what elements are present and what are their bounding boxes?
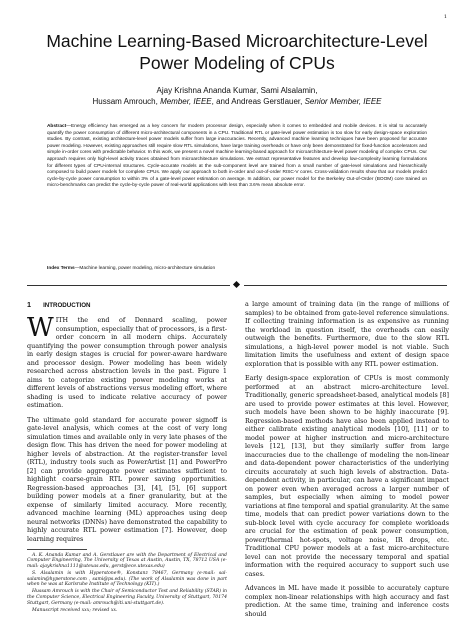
index-terms-text: —Machine learning, power modeling, micro-architecture simulation: [74, 266, 216, 271]
author-block: [24, 85, 450, 107]
abstract-text: —Energy efficiency has emerged as a key concern for modern processor design, especially when it comes to embedded and mobile devices. It is vital to accurately quantify the power consumption of different micro-architectural components in a CPU. Traditional RTL or gate-level power estimation is too slow for early design-space exploration studies. By contrast, existing architecture-level power models suffer from large inaccuracies. Recently, advanced machine learning techniques have been proposed for accurate power modeling. However, existing approaches still require slow RTL simulations, have large training overheads or have only been demonstrated for fixed-function accelerators and simple in-order cores with predictable behavior. In this work, we present a novel machine learning-based approach for microarchitecture-level power modeling of complex CPUs. Our approach requires only high-level activity traces obtained from microarchitecture simulations. We extract representative features and develop low-complexity learning formulations for different types of CPU-internal structures. Cycle-accurate models at the sub-component level are trained from a small number of gate-level simulations and hierarchically composed to build power models for complete CPUs. We apply our approach to both in-order and out-of-order RISC-V cores. Cross-validation results show that our models predict cycle-by-cycle power consumption to within 3% of a gate-level power estimation on average. In addition, our power model for the Berkeley Out-of-Order (BOOM) core trained on micro-benchmarks can predict the cycle-by-cycle power of real-world applications with less than 3.6% mean absolute error.: [47, 124, 427, 189]
footnote-rule: [27, 549, 87, 550]
author-line-1: Ajay Krishna Ananda Kumar, Sami Alsalamin,: [156, 86, 318, 95]
drop-cap: W: [27, 313, 54, 343]
footnote: S. Alsalamin is with Hyperstone®, Konstanz 78467, Germany (e-mail: sal-salamin@hyperstone.com , sami@ps.edu). (The work of Alsalamin was done in part when he was at Karlsruhe Institute of Technology (KIT).): [27, 570, 227, 588]
body-paragraph: [27, 313, 227, 410]
left-column: [27, 300, 227, 614]
abstract-label: Abstract: [47, 124, 67, 129]
author-role: Member, IEEE: [160, 97, 212, 106]
divider-line-right: [244, 285, 447, 286]
footnote: Manuscript received xxx; revised xx.: [32, 607, 118, 613]
footnote: Hussam Amrouch is with the Chair of Semiconductor Test and Reliability (STAR) in the Computer Science, Electrical Engineering Faculty, University of Stuttgart, 70174 Stuttgart, Germany (e-mail: amrouch@iti.uni-stuttgart.de).: [27, 589, 227, 606]
body-paragraph: The ultimate gold standard for accurate power signoff is gate-level analysis, which comes at the cost of very long simulation times and available only in very late phases of the design flow. This has driven the need for power modeling at higher levels of abstraction. At the register-transfer level (RTL), industry tools such as PowerArtist [1] and PowerPro [2] can provide aggregate power estimates sufficient to highlight coarse-grain RTL power saving opportunities. Regression-based approaches [3], [4], [5], [6] support building power models at a finer granularity, but at the expense of similarly limited accuracy. More recently, advanced machine learning (ML) approaches using deep neural networks (DNNs) have demonstrated the capability to highly accurate RTL power estimation [7]. However, deep learning requires: [27, 415, 227, 543]
body-paragraph: Advances in ML have made it possible to accurately capture complex non-linear relationships with high accuracy and fast prediction. At the same time, training and inference costs should: [245, 584, 449, 618]
abstract: [47, 124, 427, 190]
index-terms: [47, 266, 427, 273]
footnotes: [27, 553, 227, 614]
footnote: A. K. Ananda Kumar and A. Gerstlauer are with the Department of Electrical and Computer Engineering, The University of Texas at Austin, Austin, TX, 78712 USA (e-mail: ajaykrishna1111@utexas.edu, gerst@ece.utexas.edu): [27, 552, 227, 570]
divider-line-left: [27, 285, 230, 286]
author-role: Senior Member, IEEE: [304, 97, 382, 106]
paragraph-text: ITH the end of Dennard scaling, power consumption, especially that of processors, is a first-order concern in all modern chips. Accurately quantifying the power consumption through power analysis in early design stages is crucial for power-aware hardware and processor design. Power modeling has been widely researched across abstraction levels in the past. Figure 1 aims to categorize existing power modeling works at different levels of abstractions versus modeling effort, where shading is used to indicate relative accuracy of power estimation.: [27, 316, 227, 409]
paper-title: Machine Learning-Based Microarchitecture-Level Power Modeling of CPUs: [46, 31, 428, 73]
author-line-2: [24, 96, 450, 107]
section-number: 1: [27, 300, 32, 309]
diamond-icon: [232, 280, 239, 287]
author-separator: , and Andreas Gerstlauer,: [211, 97, 305, 106]
body-paragraph: a large amount of training data (in the range of millions of samples) to be obtained from gate-level reference simulations. If collecting training information is as expensive as running the workload in question itself, the overheads can easily outweigh the benefits. Furthermore, due to the slow RTL simulations, a high-level power model is not viable. Such limitation limits the usefulness and extent of design space exploration that is possible with any RTL power estimation.: [245, 300, 449, 368]
section-heading: [27, 300, 227, 311]
section-divider: [27, 281, 447, 289]
section-title: INTRODUCTION: [43, 302, 91, 309]
index-terms-label: Index Terms: [47, 266, 75, 271]
body-paragraph: Early design-space exploration of CPUs is most commonly performed at an abstract micro-architecture level. Traditionally, generic spreadsheet-based, analytical models [8] are used to provide power estimates at this level. However, such models have been shown to be highly inaccurate [9]. Regression-based methods have also been applied instead to either calibrate existing analytical models [10], [11] or to model power at higher instruction and micro-architecture levels [12], [13], but they similarly suffer from large inaccuracies due to the challenge of modeling the non-linear and data-dependent power characteristics of the underlying circuits accurately at such high levels of abstraction. Data-dependent activity, in particular, can have a significant impact on power even when averaged across a larger number of samples, but especially when aiming to model power variations at fine temporal and spatial granularity. At the same time, models that can predict power variations down to the sub-block level with cycle accuracy for complete workloads are crucial for the estimation of peak power consumption, power/thermal hot-spots, voltage noise, IR drops, etc. Traditional CPU power models at a fast micro-architecture level can not provide the necessary temporal and spatial information with the required accuracy to support such use cases.: [245, 374, 449, 578]
page-number: 1: [443, 14, 447, 20]
right-column: [245, 300, 449, 624]
author-name: Hussam Amrouch,: [92, 97, 161, 106]
